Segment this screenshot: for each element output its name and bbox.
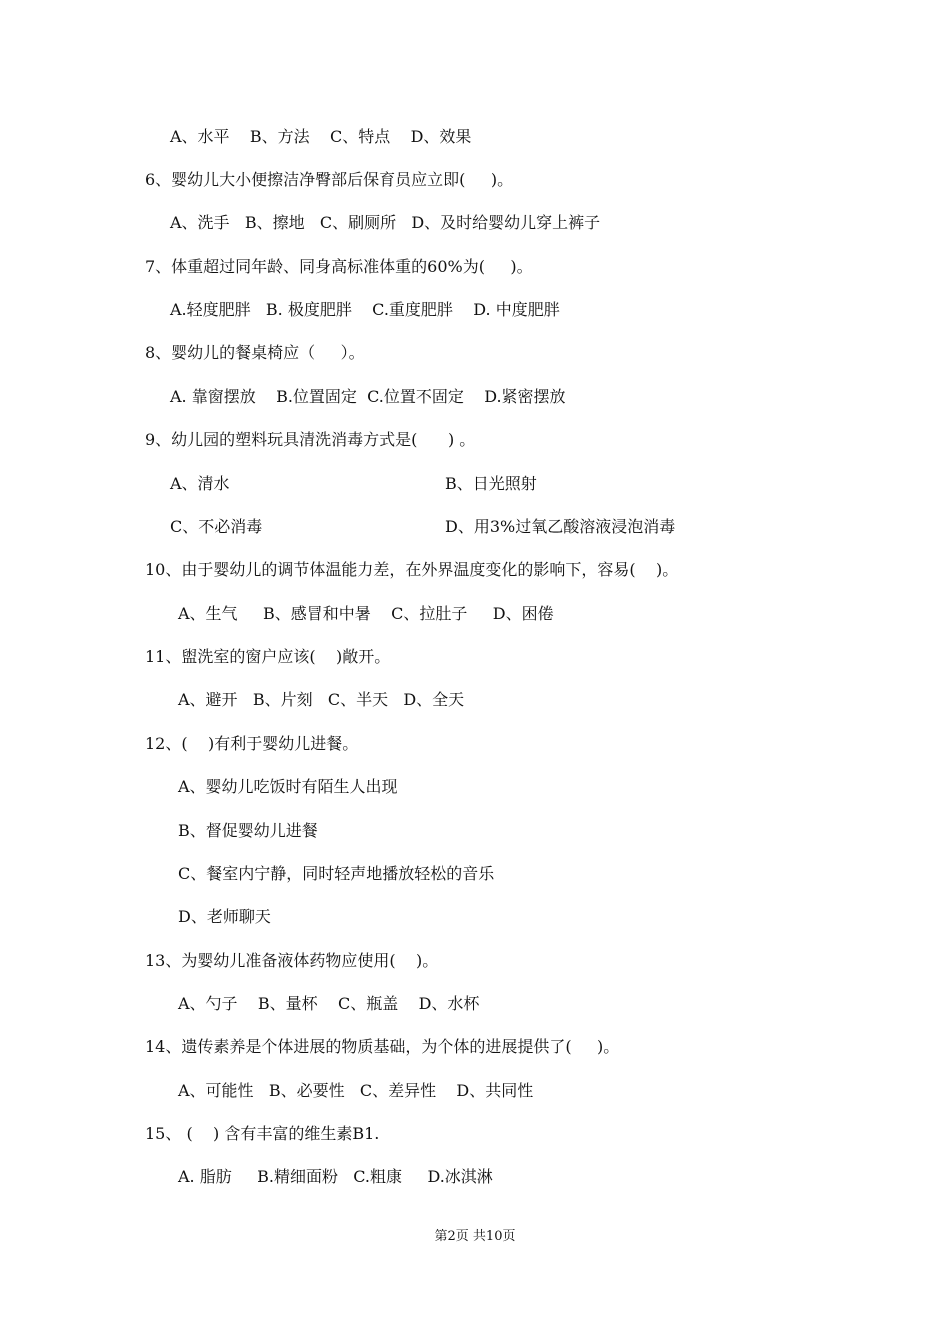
q14-text: 14、遗传素养是个体进展的物质基础，为个体的进展提供了( )。 <box>145 1037 620 1056</box>
q5-options: A、水平 B、方法 C、特点 D、效果 <box>170 127 472 146</box>
q13-text: 13、为婴幼儿准备液体药物应使用( )。 <box>145 951 439 970</box>
q8-text: 8、婴幼儿的餐桌椅应（ ）。 <box>145 343 365 362</box>
q7-text: 7、体重超过同年龄、同身高标准体重的60%为( )。 <box>145 257 533 276</box>
q11-text: 11、盥洗室的窗户应该( )敞开。 <box>145 647 391 666</box>
q9-option-d: D、用3%过氧乙酸溶液浸泡消毒 <box>445 517 676 536</box>
q10-options: A、生气 B、感冒和中暑 C、拉肚子 D、困倦 <box>178 604 554 623</box>
q9-text: 9、幼儿园的塑料玩具清洗消毒方式是( ) 。 <box>145 430 476 449</box>
q7-options: A.轻度肥胖 B. 极度肥胖 C.重度肥胖 D. 中度肥胖 <box>170 300 560 319</box>
q15-options: A. 脂肪 B.精细面粉 C.粗康 D.冰淇淋 <box>178 1167 493 1186</box>
q10-text: 10、由于婴幼儿的调节体温能力差，在外界温度变化的影响下，容易( )。 <box>145 560 679 579</box>
q6-text: 6、婴幼儿大小便擦洁净臀部后保育员应立即( )。 <box>145 170 514 189</box>
q14-options: A、可能性 B、必要性 C、差异性 D、共同性 <box>178 1081 534 1100</box>
page-footer: 第2页 共10页 <box>434 1229 516 1244</box>
q13-options: A、勺子 B、量杯 C、瓶盖 D、水杯 <box>178 994 480 1013</box>
q12-option-d: D、老师聊天 <box>178 907 271 926</box>
q9-option-c: C、不必消毒 <box>170 517 263 536</box>
q9-option-b: B、日光照射 <box>445 474 537 493</box>
q12-option-c: C、餐室内宁静，同时轻声地播放轻松的音乐 <box>178 864 495 883</box>
q9-option-a: A、清水 <box>170 474 230 493</box>
q6-options: A、洗手 B、擦地 C、刷厕所 D、及时给婴幼儿穿上裤子 <box>170 213 601 232</box>
q15-text: 15、 ( ) 含有丰富的维生素B1. <box>145 1124 380 1143</box>
q12-option-a: A、婴幼儿吃饭时有陌生人出现 <box>178 777 398 796</box>
q12-text: 12、( )有利于婴幼儿进餐。 <box>145 734 359 753</box>
q8-options: A. 靠窗摆放 B.位置固定 C.位置不固定 D.紧密摆放 <box>170 387 566 406</box>
q12-option-b: B、督促婴幼儿进餐 <box>178 821 318 840</box>
q11-options: A、避开 B、片刻 C、半天 D、全天 <box>178 690 465 709</box>
